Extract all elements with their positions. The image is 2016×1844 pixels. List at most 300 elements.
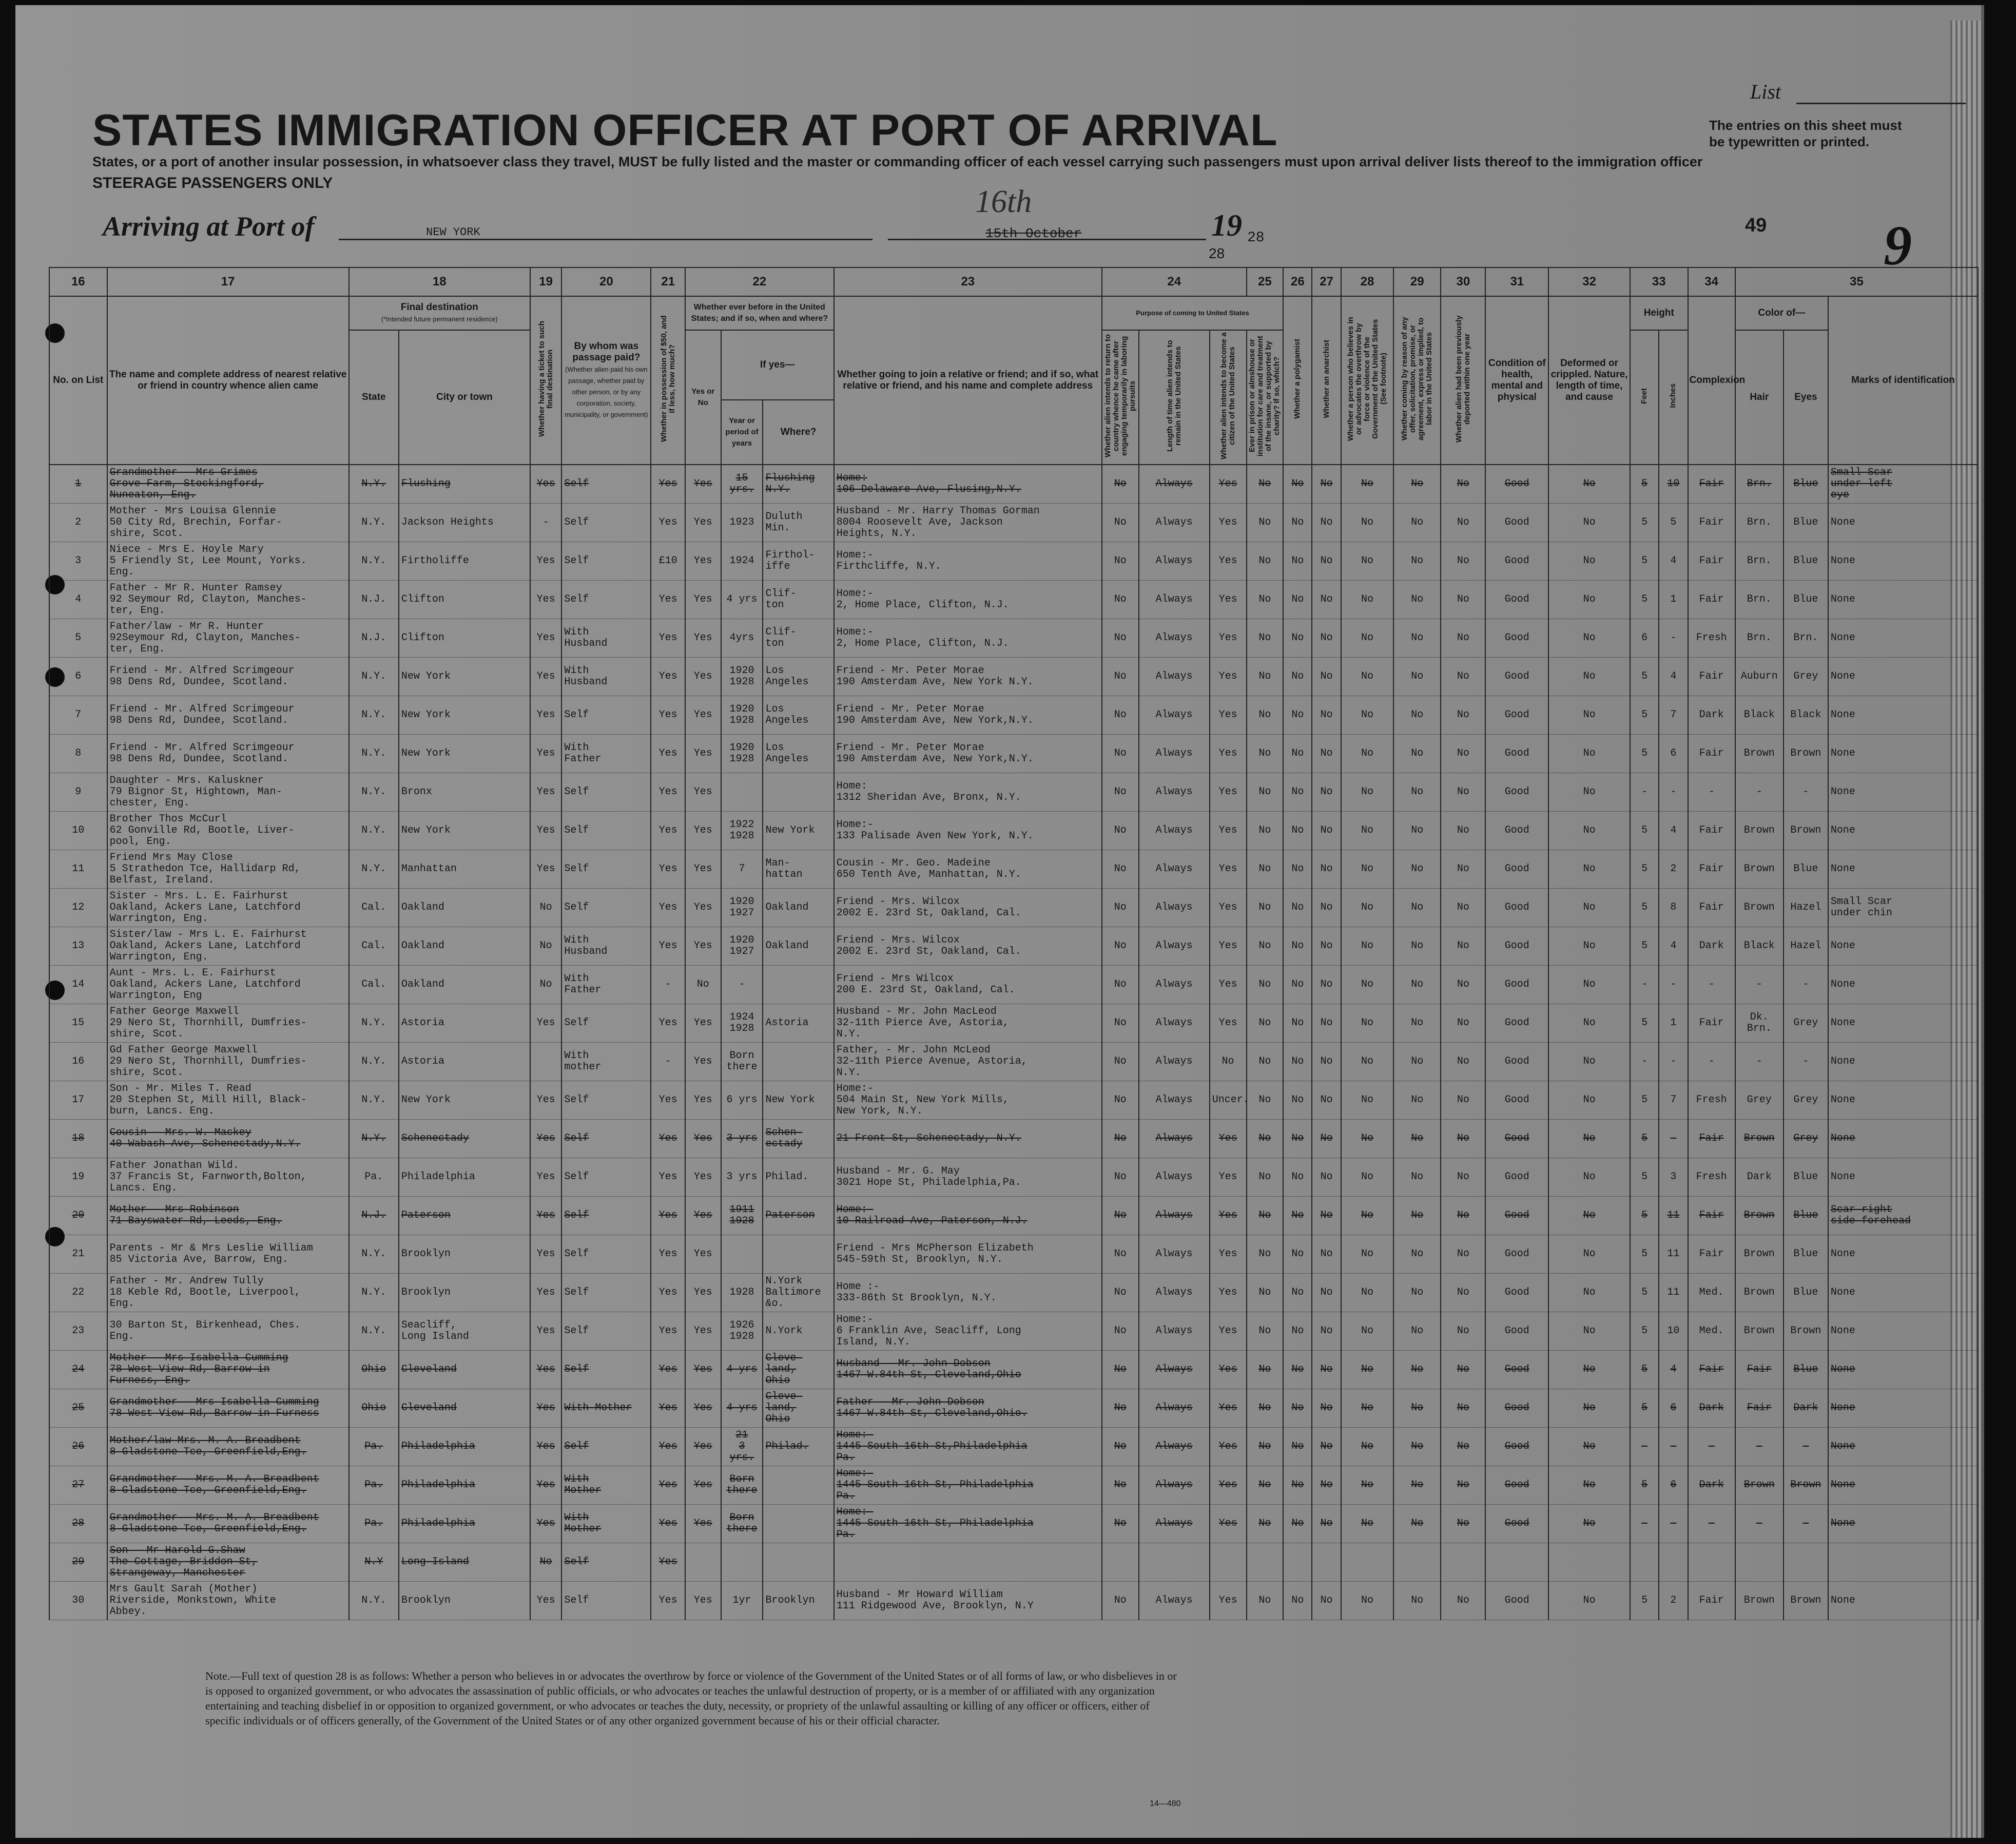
complexion-value: Dark bbox=[1688, 1389, 1735, 1428]
overthrow-value: No bbox=[1341, 1235, 1393, 1274]
height-inches: 11 bbox=[1659, 1235, 1688, 1274]
health-value: Good bbox=[1485, 465, 1548, 504]
passage-paid-by: Self bbox=[561, 542, 651, 581]
overthrow-value: No bbox=[1341, 1428, 1393, 1466]
purpose-length: Always bbox=[1139, 1004, 1210, 1043]
purpose-length: Always bbox=[1139, 1351, 1210, 1389]
complexion-value: Fresh bbox=[1688, 1081, 1735, 1120]
purpose-prison: No bbox=[1247, 1120, 1284, 1158]
deformed-value: No bbox=[1548, 1004, 1630, 1043]
eye-color: Blue bbox=[1784, 1197, 1828, 1235]
offer-value: No bbox=[1393, 581, 1441, 619]
destination-state: N.Y. bbox=[349, 850, 399, 889]
destination-city: New York bbox=[399, 696, 530, 735]
complexion-value: Med. bbox=[1688, 1312, 1735, 1351]
where-value: Firthol- iffe bbox=[763, 542, 833, 581]
passage-paid-by: Self bbox=[561, 696, 651, 735]
polygamist-value: No bbox=[1283, 966, 1312, 1004]
passage-paid-by: Self bbox=[561, 1120, 651, 1158]
anarchist-value: No bbox=[1312, 1158, 1341, 1197]
before-in-us: No bbox=[685, 966, 721, 1004]
identification-marks: None bbox=[1828, 1351, 1978, 1389]
purpose-return: No bbox=[1102, 1043, 1139, 1081]
joining-relative: Cousin - Mr. Geo. Madeine 650 Tenth Ave, Manhattan, N.Y. bbox=[834, 850, 1102, 889]
height-inches: - bbox=[1659, 1428, 1688, 1466]
joining-relative: Home:- 1445 South 16th St, Philadelphia Pa. bbox=[834, 1505, 1102, 1543]
anarchist-value: No bbox=[1312, 465, 1341, 504]
where-value bbox=[763, 1235, 833, 1274]
complexion-value: - bbox=[1688, 773, 1735, 812]
joining-relative: Home: 1312 Sheridan Ave, Bronx, N.Y. bbox=[834, 773, 1102, 812]
column-number: 25 bbox=[1247, 267, 1284, 296]
destination-state: N.Y. bbox=[349, 1235, 399, 1274]
manifest-table bbox=[49, 267, 1979, 1620]
polygamist-value: No bbox=[1283, 1582, 1312, 1620]
deformed-value: No bbox=[1548, 850, 1630, 889]
deformed-value: No bbox=[1548, 1582, 1630, 1620]
deported-value: No bbox=[1441, 542, 1485, 581]
purpose-prison: No bbox=[1247, 658, 1284, 696]
where-value: Brooklyn bbox=[763, 1582, 833, 1620]
row-number: 28 bbox=[49, 1505, 107, 1543]
polygamist-value: No bbox=[1283, 1466, 1312, 1505]
column-header-row bbox=[49, 296, 1978, 330]
complexion-value: Fair bbox=[1688, 812, 1735, 850]
overthrow-value: No bbox=[1341, 465, 1393, 504]
purpose-length: Always bbox=[1139, 966, 1210, 1004]
before-in-us: Yes bbox=[685, 465, 721, 504]
overthrow-value: No bbox=[1341, 1274, 1393, 1312]
table-row bbox=[49, 812, 1978, 850]
health-value: Good bbox=[1485, 504, 1548, 542]
where-value bbox=[763, 1466, 833, 1505]
deformed-value: No bbox=[1548, 1351, 1630, 1389]
hair-color: Fair bbox=[1735, 1351, 1784, 1389]
money-value: Yes bbox=[651, 927, 685, 966]
destination-city: Brooklyn bbox=[399, 1582, 530, 1620]
height-inches: - bbox=[1659, 773, 1688, 812]
hair-color: Brown bbox=[1735, 1312, 1784, 1351]
year-suffix-handwritten: 28 bbox=[1209, 245, 1225, 261]
height-feet: 6 bbox=[1630, 619, 1659, 658]
height-feet: 5 bbox=[1630, 1351, 1659, 1389]
ticket-value: Yes bbox=[530, 542, 561, 581]
where-value: Man- hattan bbox=[763, 850, 833, 889]
purpose-length: Always bbox=[1139, 1274, 1210, 1312]
hair-color: Brn. bbox=[1735, 542, 1784, 581]
anarchist-value: No bbox=[1312, 889, 1341, 927]
before-in-us: Yes bbox=[685, 850, 721, 889]
purpose-citizen: Yes bbox=[1210, 1312, 1247, 1351]
purpose-prison: No bbox=[1247, 1274, 1284, 1312]
anarchist-value: No bbox=[1312, 1505, 1341, 1543]
purpose-return: No bbox=[1102, 619, 1139, 658]
height-feet: 5 bbox=[1630, 581, 1659, 619]
deformed-value: No bbox=[1548, 465, 1630, 504]
height-inches: 3 bbox=[1659, 1158, 1688, 1197]
destination-state: N.J. bbox=[349, 619, 399, 658]
hair-color: Brown bbox=[1735, 1274, 1784, 1312]
column-number: 30 bbox=[1441, 267, 1485, 296]
nearest-relative: Father - Mr R. Hunter Ramsey 92 Seymour Rd, Clayton, Manches- ter, Eng. bbox=[107, 581, 349, 619]
height-inches: - bbox=[1659, 1505, 1688, 1543]
health-value: Good bbox=[1485, 1389, 1548, 1428]
ticket-value: Yes bbox=[530, 465, 561, 504]
purpose-prison: No bbox=[1247, 1389, 1284, 1428]
purpose-citizen: Yes bbox=[1210, 619, 1247, 658]
nearest-relative: Son - Mr. Miles T. Read 20 Stephen St, Mill Hill, Black- burn, Lancs. Eng. bbox=[107, 1081, 349, 1120]
row-number: 19 bbox=[49, 1158, 107, 1197]
height-feet: 5 bbox=[1630, 1081, 1659, 1120]
year-period: 1923 bbox=[721, 504, 763, 542]
eye-color: Brown bbox=[1784, 812, 1828, 850]
hair-color bbox=[1735, 1543, 1784, 1582]
deformed-value: No bbox=[1548, 1274, 1630, 1312]
before-in-us: Yes bbox=[685, 735, 721, 773]
identification-marks: None bbox=[1828, 1158, 1978, 1197]
identification-marks: None bbox=[1828, 1389, 1978, 1428]
polygamist-value: No bbox=[1283, 850, 1312, 889]
purpose-header: Purpose of coming to United States bbox=[1102, 296, 1283, 330]
overthrow-value: No bbox=[1341, 619, 1393, 658]
money-value: Yes bbox=[651, 465, 685, 504]
purpose-prison: No bbox=[1247, 1043, 1284, 1081]
inches-header: Inches bbox=[1659, 330, 1688, 465]
nearest-relative: Mrs Gault Sarah (Mother) Riverside, Monkstown, White Abbey. bbox=[107, 1582, 349, 1620]
destination-state: N.J. bbox=[349, 1197, 399, 1235]
joining-relative: Friend - Mrs. Wilcox 2002 E. 23rd St, Oakland, Cal. bbox=[834, 889, 1102, 927]
polygamist-value: No bbox=[1283, 927, 1312, 966]
purpose-prison bbox=[1247, 1543, 1284, 1582]
offer-value: No bbox=[1393, 1428, 1441, 1466]
anarchist-value: No bbox=[1312, 1389, 1341, 1428]
nearest-relative: Friend - Mr. Alfred Scrimgeour 98 Dens Rd, Dundee, Scotland. bbox=[107, 658, 349, 696]
column-number: 28 bbox=[1341, 267, 1393, 296]
joining-relative: Home:- 6 Franklin Ave, Seacliff, Long Island, N.Y. bbox=[834, 1312, 1102, 1351]
health-value: Good bbox=[1485, 1043, 1548, 1081]
purpose-length: Always bbox=[1139, 850, 1210, 889]
passage-paid-by: Self bbox=[561, 1235, 651, 1274]
overthrow-value: No bbox=[1341, 927, 1393, 966]
column-number: 17 bbox=[107, 267, 349, 296]
passage-paid-by: Self bbox=[561, 1312, 651, 1351]
destination-city: New York bbox=[399, 812, 530, 850]
complexion-value: Fair bbox=[1688, 1197, 1735, 1235]
passage-paid-by: With Husband bbox=[561, 658, 651, 696]
identification-marks: Small Scar under left eye bbox=[1828, 465, 1978, 504]
money-value: Yes bbox=[651, 1312, 685, 1351]
purpose-prison: No bbox=[1247, 1466, 1284, 1505]
destination-state: N.Y. bbox=[349, 542, 399, 581]
deported-value: No bbox=[1441, 1505, 1485, 1543]
anarchist-value: No bbox=[1312, 1004, 1341, 1043]
money-value: Yes bbox=[651, 696, 685, 735]
hair-color: - bbox=[1735, 966, 1784, 1004]
passage-paid-by: Self bbox=[561, 581, 651, 619]
table-row bbox=[49, 504, 1978, 542]
destination-city: Schenectady bbox=[399, 1120, 530, 1158]
money-value: Yes bbox=[651, 1428, 685, 1466]
year-period: 1911 1928 bbox=[721, 1197, 763, 1235]
destination-state: N.J. bbox=[349, 581, 399, 619]
polygamist-value: No bbox=[1283, 735, 1312, 773]
purpose-return: No bbox=[1102, 966, 1139, 1004]
identification-marks: None bbox=[1828, 1312, 1978, 1351]
passage-paid-by: Self bbox=[561, 504, 651, 542]
where-value: Schen- ectady bbox=[763, 1120, 833, 1158]
table-row bbox=[49, 966, 1978, 1004]
purpose-citizen: Yes bbox=[1210, 966, 1247, 1004]
row-number: 17 bbox=[49, 1081, 107, 1120]
eye-color: Brown bbox=[1784, 1582, 1828, 1620]
year-period: Born there bbox=[721, 1043, 763, 1081]
offer-value: No bbox=[1393, 889, 1441, 927]
anarchist-value: No bbox=[1312, 927, 1341, 966]
destination-city: Clifton bbox=[399, 619, 530, 658]
ticket-value: Yes bbox=[530, 773, 561, 812]
destination-state: N.Y. bbox=[349, 1004, 399, 1043]
destination-city: New York bbox=[399, 658, 530, 696]
purpose-return: No bbox=[1102, 1428, 1139, 1466]
deformed-value: No bbox=[1548, 1389, 1630, 1428]
purpose-prison: No bbox=[1247, 504, 1284, 542]
purpose-prison: No bbox=[1247, 1158, 1284, 1197]
purpose-citizen: Yes bbox=[1210, 504, 1247, 542]
money-value: Yes bbox=[651, 773, 685, 812]
eye-color: Hazel bbox=[1784, 889, 1828, 927]
joining-relative: Friend - Mr. Peter Morae 190 Amsterdam Ave, New York N.Y. bbox=[834, 658, 1102, 696]
offer-value: No bbox=[1393, 1043, 1441, 1081]
height-inches: 10 bbox=[1659, 465, 1688, 504]
overthrow-value: No bbox=[1341, 966, 1393, 1004]
health-value: Good bbox=[1485, 619, 1548, 658]
purpose-return: No bbox=[1102, 1158, 1139, 1197]
offer-value: No bbox=[1393, 1004, 1441, 1043]
passage-paid-by: Self bbox=[561, 1351, 651, 1389]
joining-relative: Home: 106 Delaware Ave, Flusing,N.Y. bbox=[834, 465, 1102, 504]
where-value: Philad. bbox=[763, 1428, 833, 1466]
year-period: 1928 bbox=[721, 1274, 763, 1312]
before-in-us: Yes bbox=[685, 1466, 721, 1505]
where-value bbox=[763, 1543, 833, 1582]
polygamist-value: No bbox=[1283, 542, 1312, 581]
eye-color: Brown bbox=[1784, 1312, 1828, 1351]
deported-value: No bbox=[1441, 1428, 1485, 1466]
hair-color: Brown bbox=[1735, 735, 1784, 773]
identification-marks: None bbox=[1828, 581, 1978, 619]
purpose-length: Always bbox=[1139, 773, 1210, 812]
passage-paid-by: Self bbox=[561, 1582, 651, 1620]
eye-color: - bbox=[1784, 966, 1828, 1004]
overthrow-value: No bbox=[1341, 1120, 1393, 1158]
table-row bbox=[49, 1004, 1978, 1043]
table-row bbox=[49, 1197, 1978, 1235]
hair-color: Brown bbox=[1735, 1466, 1784, 1505]
polygamist-value: No bbox=[1283, 1505, 1312, 1543]
where-value: Clif- ton bbox=[763, 581, 833, 619]
purpose-length: Always bbox=[1139, 1081, 1210, 1120]
money-value: Yes bbox=[651, 1158, 685, 1197]
purpose-length: Always bbox=[1139, 1466, 1210, 1505]
identification-marks: None bbox=[1828, 658, 1978, 696]
complexion-value: Fair bbox=[1688, 658, 1735, 696]
height-feet bbox=[1630, 1543, 1659, 1582]
destination-state: Pa. bbox=[349, 1505, 399, 1543]
hair-color: Brown bbox=[1735, 889, 1784, 927]
money-value: Yes bbox=[651, 1505, 685, 1543]
nearest-relative: Father - Mr. Andrew Tully 18 Keble Rd, Bootle, Liverpool, Eng. bbox=[107, 1274, 349, 1312]
height-inches: 1 bbox=[1659, 1004, 1688, 1043]
where-value bbox=[763, 966, 833, 1004]
overthrow-value: No bbox=[1341, 1505, 1393, 1543]
purpose-length: Always bbox=[1139, 1582, 1210, 1620]
deformed-value: No bbox=[1548, 1505, 1630, 1543]
before-in-us: Yes bbox=[685, 1004, 721, 1043]
year-period: 7 bbox=[721, 850, 763, 889]
height-inches: 11 bbox=[1659, 1274, 1688, 1312]
identification-marks: None bbox=[1828, 1505, 1978, 1543]
ticket-value: - bbox=[530, 504, 561, 542]
health-value: Good bbox=[1485, 1158, 1548, 1197]
ticket-value bbox=[530, 1043, 561, 1081]
row-number: 23 bbox=[49, 1312, 107, 1351]
deported-value: No bbox=[1441, 1389, 1485, 1428]
color-header: Color of— bbox=[1735, 296, 1828, 330]
complexion-value: Fair bbox=[1688, 1120, 1735, 1158]
health-value: Good bbox=[1485, 889, 1548, 927]
eyes-header: Eyes bbox=[1784, 330, 1828, 465]
offer-value: No bbox=[1393, 1158, 1441, 1197]
purpose-prison: No bbox=[1247, 1081, 1284, 1120]
year-period: 4 yrs bbox=[721, 581, 763, 619]
health-value: Good bbox=[1485, 735, 1548, 773]
offer-value: No bbox=[1393, 850, 1441, 889]
purpose-return-header: Whether alien intends to return to country whence he came after engaging temporarily in laboring pursuits bbox=[1102, 330, 1139, 465]
height-inches: 2 bbox=[1659, 1582, 1688, 1620]
purpose-length: Always bbox=[1139, 465, 1210, 504]
passage-paid-by: Self bbox=[561, 1274, 651, 1312]
purpose-return: No bbox=[1102, 1505, 1139, 1543]
purpose-return: No bbox=[1102, 735, 1139, 773]
table-row bbox=[49, 1274, 1978, 1312]
height-inches: - bbox=[1659, 1120, 1688, 1158]
height-feet: 5 bbox=[1630, 1582, 1659, 1620]
where-value bbox=[763, 1043, 833, 1081]
purpose-prison: No bbox=[1247, 1004, 1284, 1043]
purpose-citizen: No bbox=[1210, 1043, 1247, 1081]
before-in-us: Yes bbox=[685, 773, 721, 812]
row-number: 14 bbox=[49, 966, 107, 1004]
anarchist-value: No bbox=[1312, 542, 1341, 581]
before-in-us: Yes bbox=[685, 889, 721, 927]
purpose-citizen: Yes bbox=[1210, 1466, 1247, 1505]
health-value: Good bbox=[1485, 812, 1548, 850]
overthrow-value: No bbox=[1341, 504, 1393, 542]
passenger-class-label: STEERAGE PASSENGERS ONLY bbox=[92, 175, 333, 191]
eye-color: Blue bbox=[1784, 1235, 1828, 1274]
offer-value: No bbox=[1393, 1120, 1441, 1158]
row-number: 20 bbox=[49, 1197, 107, 1235]
anarchist-value: No bbox=[1312, 1274, 1341, 1312]
ticket-value: No bbox=[530, 1543, 561, 1582]
purpose-length: Always bbox=[1139, 542, 1210, 581]
offer-value: No bbox=[1393, 1081, 1441, 1120]
purpose-return bbox=[1102, 1543, 1139, 1582]
money-value: Yes bbox=[651, 1389, 685, 1428]
purpose-citizen: Yes bbox=[1210, 735, 1247, 773]
deported-value: No bbox=[1441, 773, 1485, 812]
complexion-value: Fresh bbox=[1688, 619, 1735, 658]
row-number: 24 bbox=[49, 1351, 107, 1389]
anarchist-value: No bbox=[1312, 658, 1341, 696]
polygamist-value: No bbox=[1283, 619, 1312, 658]
year-period: 4yrs bbox=[721, 619, 763, 658]
health-value: Good bbox=[1485, 542, 1548, 581]
deformed-header: Deformed or crippled. Nature, length of time, and cause bbox=[1548, 296, 1630, 465]
column-number: 33 bbox=[1630, 267, 1688, 296]
eye-color: Grey bbox=[1784, 1120, 1828, 1158]
offer-value: No bbox=[1393, 1505, 1441, 1543]
height-feet: 5 bbox=[1630, 850, 1659, 889]
polygamist-value: No bbox=[1283, 1351, 1312, 1389]
destination-city: Manhattan bbox=[399, 850, 530, 889]
height-inches: 8 bbox=[1659, 889, 1688, 927]
year-period: 1920 1928 bbox=[721, 735, 763, 773]
overthrow-value: No bbox=[1341, 1197, 1393, 1235]
year-period: Born there bbox=[721, 1505, 763, 1543]
hair-color: Brn. bbox=[1735, 465, 1784, 504]
passage-paid-by: With mother bbox=[561, 1043, 651, 1081]
ticket-value: Yes bbox=[530, 1582, 561, 1620]
passage-paid-by: Self bbox=[561, 1004, 651, 1043]
deported-value: No bbox=[1441, 850, 1485, 889]
offer-value: No bbox=[1393, 812, 1441, 850]
row-number: 13 bbox=[49, 927, 107, 966]
overthrow-value: No bbox=[1341, 1158, 1393, 1197]
health-value: Good bbox=[1485, 658, 1548, 696]
nearest-relative: Sister - Mrs. L. E. Fairhurst Oakland, Ackers Lane, Latchford Warrington, Eng. bbox=[107, 889, 349, 927]
purpose-prison: No bbox=[1247, 542, 1284, 581]
row-number: 18 bbox=[49, 1120, 107, 1158]
identification-marks: None bbox=[1828, 850, 1978, 889]
form-title: STATES IMMIGRATION OFFICER AT PORT OF ARRIVAL bbox=[92, 106, 1278, 155]
complexion-value: Dark bbox=[1688, 1466, 1735, 1505]
health-value: Good bbox=[1485, 850, 1548, 889]
eye-color: - bbox=[1784, 1043, 1828, 1081]
row-number: 1 bbox=[49, 465, 107, 504]
destination-city: Oakland bbox=[399, 966, 530, 1004]
table-row bbox=[49, 1505, 1978, 1543]
row-number: 2 bbox=[49, 504, 107, 542]
purpose-return: No bbox=[1102, 465, 1139, 504]
money-value: - bbox=[651, 1043, 685, 1081]
year-period: 1yr bbox=[721, 1582, 763, 1620]
arriving-at-port-label: Arriving at Port of bbox=[103, 211, 315, 242]
hair-color: Brown bbox=[1735, 850, 1784, 889]
deformed-value: No bbox=[1548, 1081, 1630, 1120]
deformed-value: No bbox=[1548, 735, 1630, 773]
ticket-header: Whether having a ticket to such final destination bbox=[530, 296, 561, 465]
anarchist-value: No bbox=[1312, 773, 1341, 812]
health-value: Good bbox=[1485, 1081, 1548, 1120]
row-number: 3 bbox=[49, 542, 107, 581]
table-row bbox=[49, 696, 1978, 735]
destination-city: Cleveland bbox=[399, 1351, 530, 1389]
health-value: Good bbox=[1485, 1274, 1548, 1312]
eye-color: Blue bbox=[1784, 1274, 1828, 1312]
destination-state: Ohio bbox=[349, 1389, 399, 1428]
year-period: 1922 1928 bbox=[721, 812, 763, 850]
